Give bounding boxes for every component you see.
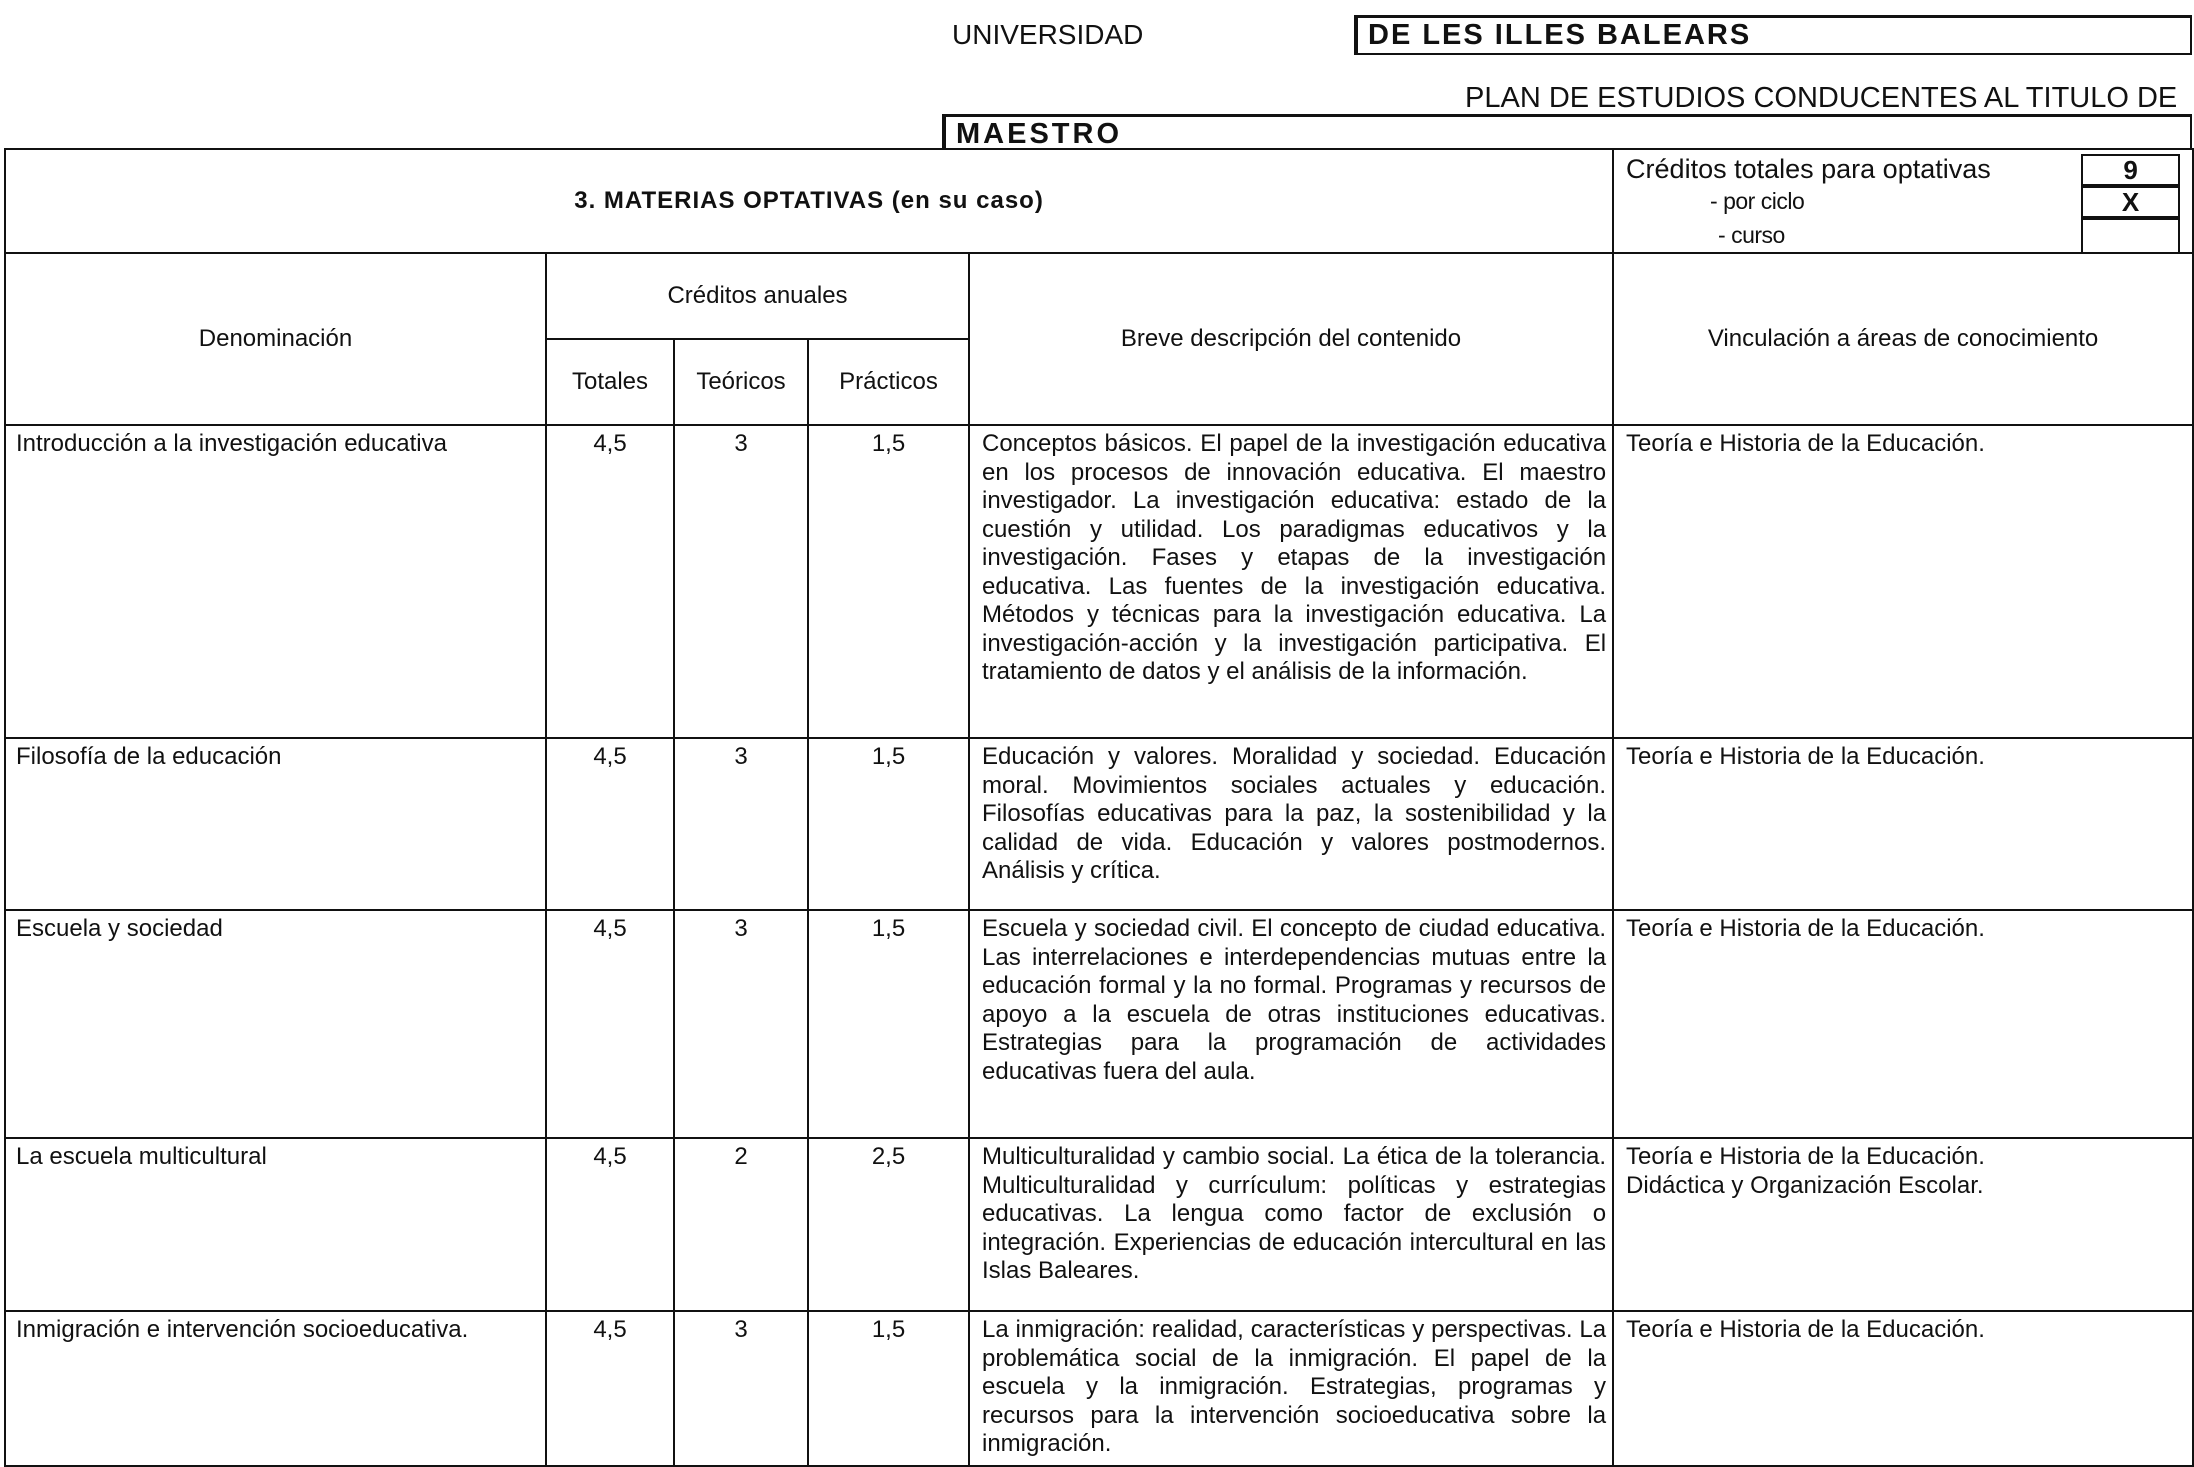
credits-practice: 1,5	[808, 1311, 969, 1466]
credits-theory: 3	[674, 738, 808, 910]
credits-practice: 1,5	[808, 738, 969, 910]
subject-description: Escuela y sociedad civil. El concepto de ciudad educativa. Las interrelaciones e interdependencias mutuas entre la educación formal y la no formal. Programas y recursos de apoyo a la escuela de otras instituciones educativas. Estrategias para la programación de actividades educativas fuera del aula.	[969, 910, 1613, 1138]
credits-theory: 3	[674, 910, 808, 1138]
university-label: UNIVERSIDAD	[952, 19, 1144, 50]
area-item: Teoría e Historia de la Educación.	[1626, 1143, 1985, 1170]
degree-box: MAESTRO	[942, 114, 2192, 150]
subject-description: Conceptos básicos. El papel de la investigación educativa en los procesos de innovación educativa. El maestro investigador. La investigación educativa: estado de la cuestión y utilidad. Los paradigmas educativos y la investigación. Fases y etapas de la investigación educativa. Las fuentes de la investigación educativa. Métodos y técnicas para la investigación educativa. La investigación-acción y la investigación participativa. El tratamiento de datos y el análisis de la información.	[969, 425, 1613, 738]
credits-totals: 4,5	[546, 425, 674, 738]
area-item: Teoría e Historia de la Educación.	[1626, 430, 1985, 457]
plan-label: PLAN DE ESTUDIOS CONDUCENTES AL TITULO DE	[1465, 82, 2178, 114]
table-row	[5, 1138, 2193, 1311]
subject-description: La inmigración: realidad, características y perspectivas. La problemática social de la inmigración. El papel de la escuela y la inmigración. Estrategias, programas y recursos para la intervención socioeducativa sobre la inmigración.	[969, 1311, 1613, 1466]
section-title: 3. MATERIAS OPTATIVAS (en su caso)	[5, 149, 1613, 253]
subject-areas	[1613, 910, 2193, 1138]
table-row	[5, 1311, 2193, 1466]
credits-totals: 4,5	[546, 1138, 674, 1311]
subject-areas	[1613, 1138, 2193, 1311]
per-cycle-label: - por ciclo	[1710, 188, 1805, 214]
col-header-theory: Teóricos	[674, 339, 808, 425]
per-course-value	[2081, 218, 2180, 252]
col-header-name: Denominación	[5, 253, 546, 425]
credits-practice: 1,5	[808, 910, 969, 1138]
per-cycle-value: X	[2081, 186, 2180, 218]
subject-description: Educación y valores. Moralidad y sociedad. Educación moral. Movimientos sociales actuales y educación. Filosofías educativas para la paz, la sostenibilidad y la calidad de vida. Educación y valores postmodernos. Análisis y crítica.	[969, 738, 1613, 910]
credits-summary	[1613, 149, 2193, 253]
col-header-practice: Prácticos	[808, 339, 969, 425]
subject-name: Filosofía de la educación	[5, 738, 546, 910]
subject-name: Inmigración e intervención socioeducativa.	[5, 1311, 546, 1466]
subject-name: La escuela multicultural	[5, 1138, 546, 1311]
col-header-totals: Totales	[546, 339, 674, 425]
credits-totals: 4,5	[546, 910, 674, 1138]
university-name-box: DE LES ILLES BALEARS	[1354, 15, 2192, 55]
subject-areas	[1613, 738, 2193, 910]
table-row	[5, 425, 2193, 738]
table-row	[5, 738, 2193, 910]
credits-theory: 2	[674, 1138, 808, 1311]
area-item: Teoría e Historia de la Educación.	[1626, 1316, 1985, 1343]
subject-description: Multiculturalidad y cambio social. La ética de la tolerancia. Multiculturalidad y currículum: políticas y estrategias educativas. La lengua como factor de exclusión o integración. Experiencias de educación intercultural en las Islas Baleares.	[969, 1138, 1613, 1311]
credits-theory: 3	[674, 1311, 808, 1466]
area-item: Didáctica y Organización Escolar.	[1626, 1171, 1984, 1199]
area-item: Teoría e Historia de la Educación.	[1626, 743, 1985, 770]
credits-totals: 4,5	[546, 1311, 674, 1466]
subject-areas	[1613, 425, 2193, 738]
table-row	[5, 910, 2193, 1138]
area-item: Teoría e Historia de la Educación.	[1626, 915, 1985, 942]
subject-areas	[1613, 1311, 2193, 1466]
credits-theory: 3	[674, 425, 808, 738]
credits-total-value: 9	[2081, 154, 2180, 186]
credits-totals: 4,5	[546, 738, 674, 910]
subject-name: Introducción a la investigación educativa	[5, 425, 546, 738]
per-course-label: - curso	[1718, 222, 1785, 248]
subject-name: Escuela y sociedad	[5, 910, 546, 1138]
credits-practice: 1,5	[808, 425, 969, 738]
col-header-areas: Vinculación a áreas de conocimiento	[1613, 253, 2193, 425]
col-header-description: Breve descripción del contenido	[969, 253, 1613, 425]
credits-practice: 2,5	[808, 1138, 969, 1311]
optional-subjects-table	[4, 148, 2194, 1467]
credits-total-label: Créditos totales para optativas	[1626, 154, 1991, 184]
col-header-credits: Créditos anuales	[546, 253, 969, 339]
